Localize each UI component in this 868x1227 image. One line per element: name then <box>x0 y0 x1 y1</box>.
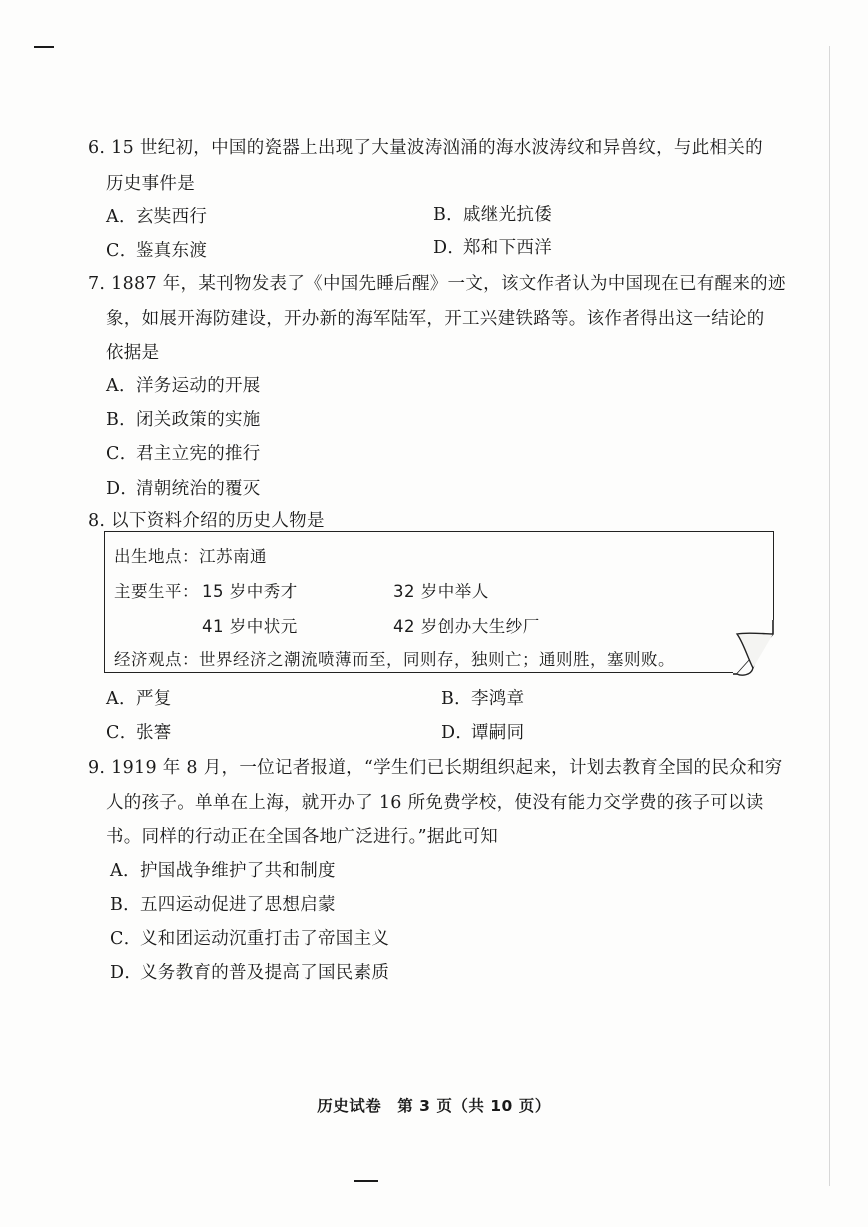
q9-stem-line-3: 书。同样的行动正在全国各地广泛进行。”据此可知 <box>106 827 499 847</box>
page-curl-icon <box>733 620 779 676</box>
option-text: 闭关政策的实施 <box>136 410 261 430</box>
option-text: 李鸿章 <box>471 689 525 709</box>
option-letter: A． <box>106 376 137 396</box>
option-text: 张謇 <box>136 723 172 743</box>
q6-option-c <box>106 240 207 262</box>
option-text: 谭嗣同 <box>471 723 525 743</box>
option-text: 君主立宪的推行 <box>136 444 261 464</box>
q6-option-d <box>433 237 552 259</box>
q7-stem-line-1: 7. 1887 年，某刊物发表了《中国先睡后醒》一文，该文作者认为中国现在已有醒来的迹 <box>88 274 786 294</box>
q8-career-2: 32 岁中举人 <box>393 582 489 601</box>
option-letter: B． <box>106 410 137 430</box>
option-text: 玄奘西行 <box>136 207 208 227</box>
scan-edge-right <box>829 46 830 1186</box>
economic-label: 经济观点： <box>114 650 199 669</box>
q9-option-c <box>110 928 389 950</box>
option-text: 郑和下西洋 <box>463 238 552 258</box>
option-text: 义和团运动沉重打击了帝国主义 <box>140 929 390 949</box>
q8-career-label: 主要生平： <box>114 582 199 601</box>
q8-option-c <box>106 722 172 744</box>
option-letter: B． <box>433 205 464 225</box>
q8-career-1: 15 岁中秀才 <box>202 582 298 601</box>
option-text: 鉴真东渡 <box>136 241 208 261</box>
q8-option-a <box>106 688 172 710</box>
option-letter: C． <box>106 723 138 743</box>
scan-mark-bottom <box>354 1180 378 1182</box>
economic-value: 世界经济之潮流喷薄而至，同则存，独则亡；通则胜，塞则败。 <box>199 650 675 669</box>
option-letter: B． <box>110 895 141 915</box>
q7-option-b <box>106 409 261 431</box>
option-letter: C． <box>106 241 138 261</box>
q6-option-b <box>433 204 552 226</box>
q8-stem-line-1: 8. 以下资料介绍的历史人物是 <box>88 511 325 531</box>
birthplace-label: 出生地点： <box>114 547 199 566</box>
q7-option-d <box>106 478 261 500</box>
option-text: 护国战争维护了共和制度 <box>140 861 336 881</box>
option-letter: A． <box>106 689 137 709</box>
q9-stem-line-1: 9. 1919 年 8 月，一位记者报道，“学生们已长期组织起来，计划去教育全国的民众和穷 <box>88 758 783 778</box>
scan-mark-top-left <box>34 46 54 48</box>
option-text: 严复 <box>136 689 172 709</box>
q8-option-d <box>441 722 524 744</box>
option-text: 清朝统治的覆灭 <box>136 479 261 499</box>
option-text: 五四运动促进了思想启蒙 <box>140 895 336 915</box>
q8-birthplace-row <box>114 546 267 568</box>
q8-career-4: 42 岁创办大生纱厂 <box>393 617 540 636</box>
q6-stem-line-2: 历史事件是 <box>106 174 195 194</box>
q8-option-b <box>441 688 524 710</box>
option-letter: D． <box>110 963 143 983</box>
q8-career-3: 41 岁中状元 <box>202 617 298 636</box>
option-letter: C． <box>110 929 142 949</box>
q9-option-b <box>110 894 336 916</box>
option-letter: C． <box>106 444 138 464</box>
q8-economic-row <box>114 649 675 671</box>
option-letter: D． <box>106 479 139 499</box>
q7-option-a <box>106 375 261 397</box>
option-text: 戚继光抗倭 <box>463 205 552 225</box>
option-letter: A． <box>106 207 137 227</box>
option-text: 义务教育的普及提高了国民素质 <box>140 963 390 983</box>
q9-option-d <box>110 962 389 984</box>
page-footer: 历史试卷 第 3 页（共 10 页） <box>317 1097 551 1115</box>
q6-option-a <box>106 206 207 228</box>
option-letter: A． <box>110 861 141 881</box>
option-letter: D． <box>433 238 466 258</box>
option-letter: D． <box>441 723 474 743</box>
q7-stem-line-3: 依据是 <box>106 343 160 363</box>
q7-stem-line-2: 象，如展开海防建设，开办新的海军陆军，开工兴建铁路等。该作者得出这一结论的 <box>106 309 765 329</box>
q6-stem-line-1: 6. 15 世纪初，中国的瓷器上出现了大量波涛汹涌的海水波涛纹和异兽纹，与此相关的 <box>88 138 763 158</box>
birthplace-value: 江苏南通 <box>199 547 267 566</box>
option-text: 洋务运动的开展 <box>136 376 261 396</box>
q9-stem-line-2: 人的孩子。单单在上海，就开办了 16 所免费学校，使没有能力交学费的孩子可以读 <box>106 793 764 813</box>
q9-option-a <box>110 860 336 882</box>
option-letter: B． <box>441 689 472 709</box>
q7-option-c <box>106 443 261 465</box>
